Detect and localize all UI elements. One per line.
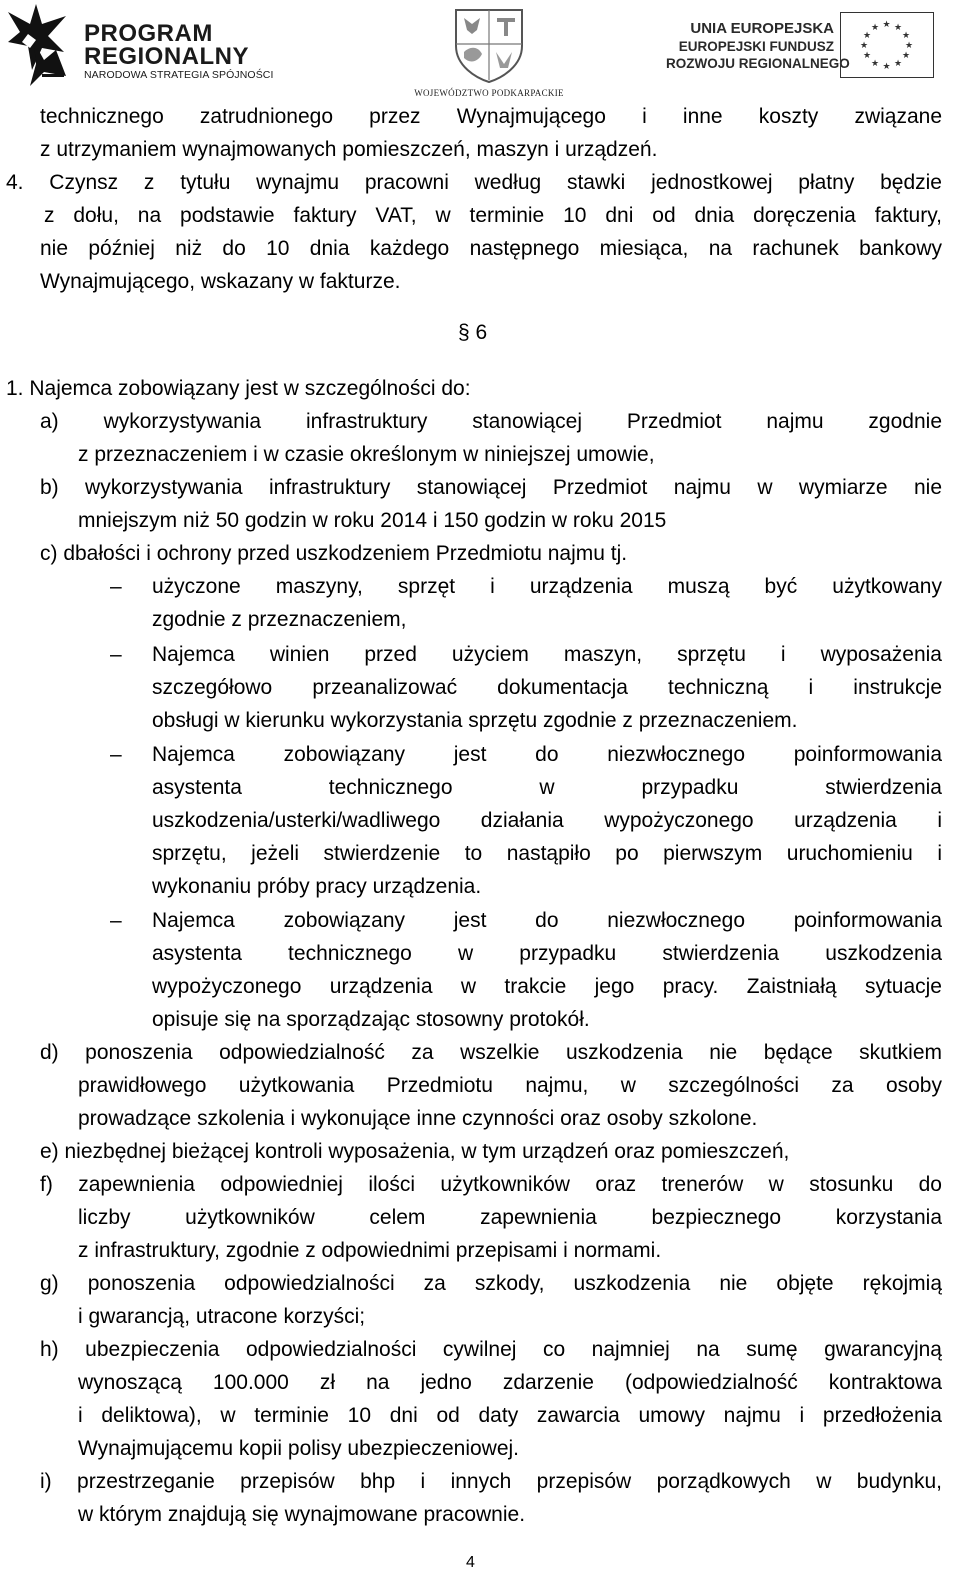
list-item-line: h) ubezpieczenia odpowiedzialności cywilnej co najmniej na sumę gwarancyjną	[40, 1338, 942, 1361]
svg-text:★: ★	[901, 51, 911, 61]
list-item-line: z infrastruktury, zgodnie z odpowiednimi przepisami i normami.	[78, 1239, 662, 1262]
list-item-line: i) przestrzeganie przepisów bhp i innych przepisów porządkowych w budynku,	[40, 1470, 942, 1493]
program-logo-line1: PROGRAM	[84, 20, 213, 47]
svg-text:★: ★	[870, 23, 880, 33]
list-item-line: prawidłowego użytkowania Przedmiotu najmu, w szczególności za osoby	[78, 1074, 942, 1097]
list-item-line: wynoszącą 100.000 zł na jedno zdarzenie (odpowiedzialność kontraktowa	[78, 1371, 942, 1394]
eu-logo-line2: EUROPEJSKI FUNDUSZ	[678, 39, 834, 54]
wojewodztwo-name: WOJEWÓDZTWO PODKARPACKIE	[414, 88, 564, 98]
sub-list-line: zgodnie z przeznaczeniem,	[152, 608, 407, 631]
list-item-line: g) ponoszenia odpowiedzialności za szkody, uszkodzenia nie objęte rękojmią	[40, 1272, 942, 1295]
sub-list-line: Najemca zobowiązany jest do niezwłocznego poinformowania	[152, 743, 942, 766]
sub-list-line: opisuje się na sporządzając stosowny protokół.	[152, 1008, 590, 1031]
svg-text:★: ★	[882, 62, 891, 72]
sub-list-line: sprzętu, jeżeli stwierdzenie to nastąpiło po pierwszym uruchomieniu i	[152, 842, 942, 865]
section-heading: § 6	[458, 321, 488, 344]
paragraph-line: 1. Najemca zobowiązany jest w szczególności do:	[6, 377, 471, 400]
list-item-line: z przeznaczeniem i w czasie określonym w niniejszej umowie,	[78, 443, 655, 466]
list-item-line: liczby użytkowników celem zapewnienia bezpiecznego korzystania	[78, 1206, 942, 1229]
svg-text:★: ★	[862, 51, 872, 61]
dash-bullet-icon: –	[110, 575, 122, 598]
list-item-line: w którym znajdują się wynajmowane pracownie.	[78, 1503, 526, 1526]
svg-text:★: ★	[893, 59, 903, 69]
program-logo-subline: NARODOWA STRATEGIA SPÓJNOŚCI	[84, 69, 274, 81]
list-item-line: a) wykorzystywania infrastruktury stanowiącej Przedmiot najmu zgodnie	[40, 410, 942, 433]
sub-list-line: wypożyczonego urządzenia w trakcie jego pracy. Zaistniałą sytuacje	[152, 975, 942, 998]
dash-bullet-icon: –	[110, 643, 122, 666]
sub-list-line: uszkodzenia/usterki/wadliwego działania wypożyczonego urządzenia i	[152, 809, 942, 832]
list-item-line: f) zapewnienia odpowiedniej ilości użytkowników oraz trenerów w stosunku do	[40, 1173, 942, 1196]
svg-text:★: ★	[870, 59, 880, 69]
dash-bullet-icon: –	[110, 743, 122, 766]
svg-text:★: ★	[893, 23, 903, 33]
sub-list-line: Najemca zobowiązany jest do niezwłocznego poinformowania	[152, 909, 942, 932]
list-item-line: i deliktowa), w terminie 10 dni od daty zawarcia umowy najmu i przedłożenia	[78, 1404, 942, 1427]
paragraph-line: technicznego zatrudnionego przez Wynajmującego i inne koszty związane	[40, 105, 942, 128]
dash-bullet-icon: –	[110, 909, 122, 932]
svg-text:★: ★	[859, 41, 869, 51]
list-item-line: mniejszym niż 50 godzin w roku 2014 i 150 godzin w roku 2015	[78, 509, 667, 532]
list-item-line: c) dbałości i ochrony przed uszkodzeniem Przedmiotu najmu tj.	[40, 542, 628, 565]
sub-list-line: Najemca winien przed użyciem maszyn, sprzętu i wyposażenia	[152, 643, 942, 666]
paragraph-line: nie później niż do 10 dnia każdego następnego miesiąca, na rachunek bankowy	[40, 237, 942, 260]
list-item-line: b) wykorzystywania infrastruktury stanowiącej Przedmiot najmu w wymiarze nie	[40, 476, 942, 499]
svg-text:★: ★	[882, 20, 891, 30]
paragraph-line: Wynajmującego, wskazany w fakturze.	[40, 270, 401, 293]
eu-logo-line1: UNIA EUROPEJSKA	[690, 20, 834, 37]
page-number: 4	[466, 1554, 475, 1571]
sub-list-line: wykonaniu próby pracy urządzenia.	[152, 875, 482, 898]
sub-list-line: asystenta technicznego w przypadku stwierdzenia uszkodzenia	[152, 942, 942, 965]
sub-list-line: szczegółowo przeanalizować dokumentacja techniczną i instrukcje	[152, 676, 942, 699]
list-item-line: d) ponoszenia odpowiedzialność za wszelkie uszkodzenia nie będące skutkiem	[40, 1041, 942, 1064]
list-item-line: i gwarancją, utracone korzyści;	[78, 1305, 366, 1328]
svg-text:★: ★	[862, 31, 872, 41]
paragraph-line: 4. Czynsz z tytułu wynajmu pracowni według stawki jednostkowej płatny będzie	[6, 171, 942, 194]
sub-list-line: obsługi w kierunku wykorzystania sprzętu zgodnie z przeznaczeniem.	[152, 709, 798, 732]
paragraph-line: z utrzymaniem wynajmowanych pomieszczeń, maszyn i urządzeń.	[40, 138, 658, 161]
list-item-line: prowadzące szkolenia i wykonujące inne czynności oraz osoby szkolone.	[78, 1107, 758, 1130]
svg-text:★: ★	[904, 41, 914, 51]
svg-text:★: ★	[901, 31, 911, 41]
list-item-line: Wynajmującemu kopii polisy ubezpieczeniowej.	[78, 1437, 520, 1460]
sub-list-line: użyczone maszyny, sprzęt i urządzenia muszą być użytkowany	[152, 575, 942, 598]
sub-list-line: asystenta technicznego w przypadku stwierdzenia	[152, 776, 942, 799]
program-logo-line2: REGIONALNY	[84, 43, 250, 70]
eu-logo-line3: ROZWOJU REGIONALNEGO	[666, 56, 850, 71]
paragraph-line: z dołu, na podstawie faktury VAT, w terminie 10 dni od dnia doręczenia faktury,	[44, 204, 942, 227]
list-item-line: e) niezbędnej bieżącej kontroli wyposażenia, w tym urządzeń oraz pomieszczeń,	[40, 1140, 790, 1163]
